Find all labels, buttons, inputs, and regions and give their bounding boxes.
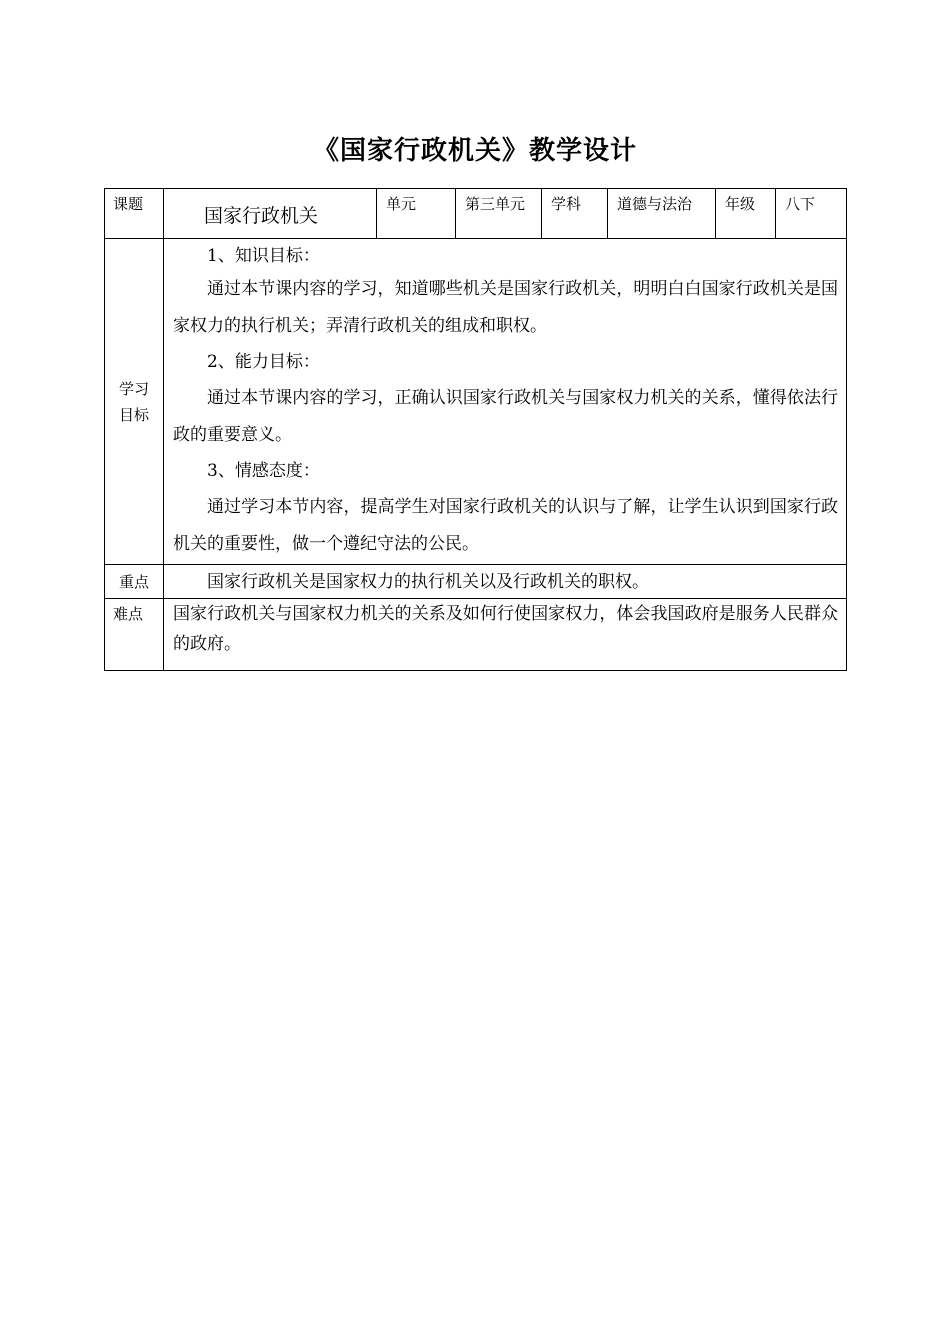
header-row: [105, 189, 847, 239]
ability-text: 通过本节课内容的学习，正确认识国家行政机关与国家权力机关的关系，懂得依法行政的重要意义。: [173, 388, 838, 445]
topic-label: 课题: [105, 189, 164, 239]
unit-label: 单元: [377, 189, 456, 239]
ability-heading: 2、能力目标：: [207, 352, 320, 372]
key-point-row: [105, 565, 847, 599]
knowledge-heading: 1、知识目标：: [207, 246, 320, 266]
subject-value: 道德与法治: [608, 189, 716, 239]
goals-label-line2: 目标: [118, 405, 149, 424]
difficulty-label: 难点: [105, 599, 164, 671]
subject-label: 学科: [542, 189, 608, 239]
unit-value: 第三单元: [456, 189, 542, 239]
goals-label: [105, 239, 164, 565]
emotion-heading: 3、情感态度：: [207, 461, 320, 481]
goals-content: [164, 239, 847, 565]
knowledge-text: 通过本节课内容的学习，知道哪些机关是国家行政机关，明明白白国家行政机关是国家权力的执行机关；弄清行政机关的组成和职权。: [173, 279, 838, 336]
key-point-text: 国家行政机关是国家权力的执行机关以及行政机关的职权。: [164, 565, 847, 599]
goals-label-line1: 学习: [118, 379, 149, 398]
topic-value: 国家行政机关: [164, 189, 377, 239]
document-title: 《国家行政机关》教学设计: [312, 136, 637, 166]
lesson-plan-table: [104, 188, 847, 671]
difficulty-row: [105, 599, 847, 671]
grade-value: 八下: [776, 189, 847, 239]
key-point-label: 重点: [105, 565, 164, 599]
goals-row: [105, 239, 847, 565]
emotion-text: 通过学习本节内容，提高学生对国家行政机关的认识与了解，让学生认识到国家行政机关的重要性，做一个遵纪守法的公民。: [173, 497, 838, 554]
grade-label: 年级: [716, 189, 776, 239]
difficulty-text: 国家行政机关与国家权力机关的关系及如何行使国家权力，体会我国政府是服务人民群众的政府。: [164, 599, 847, 671]
